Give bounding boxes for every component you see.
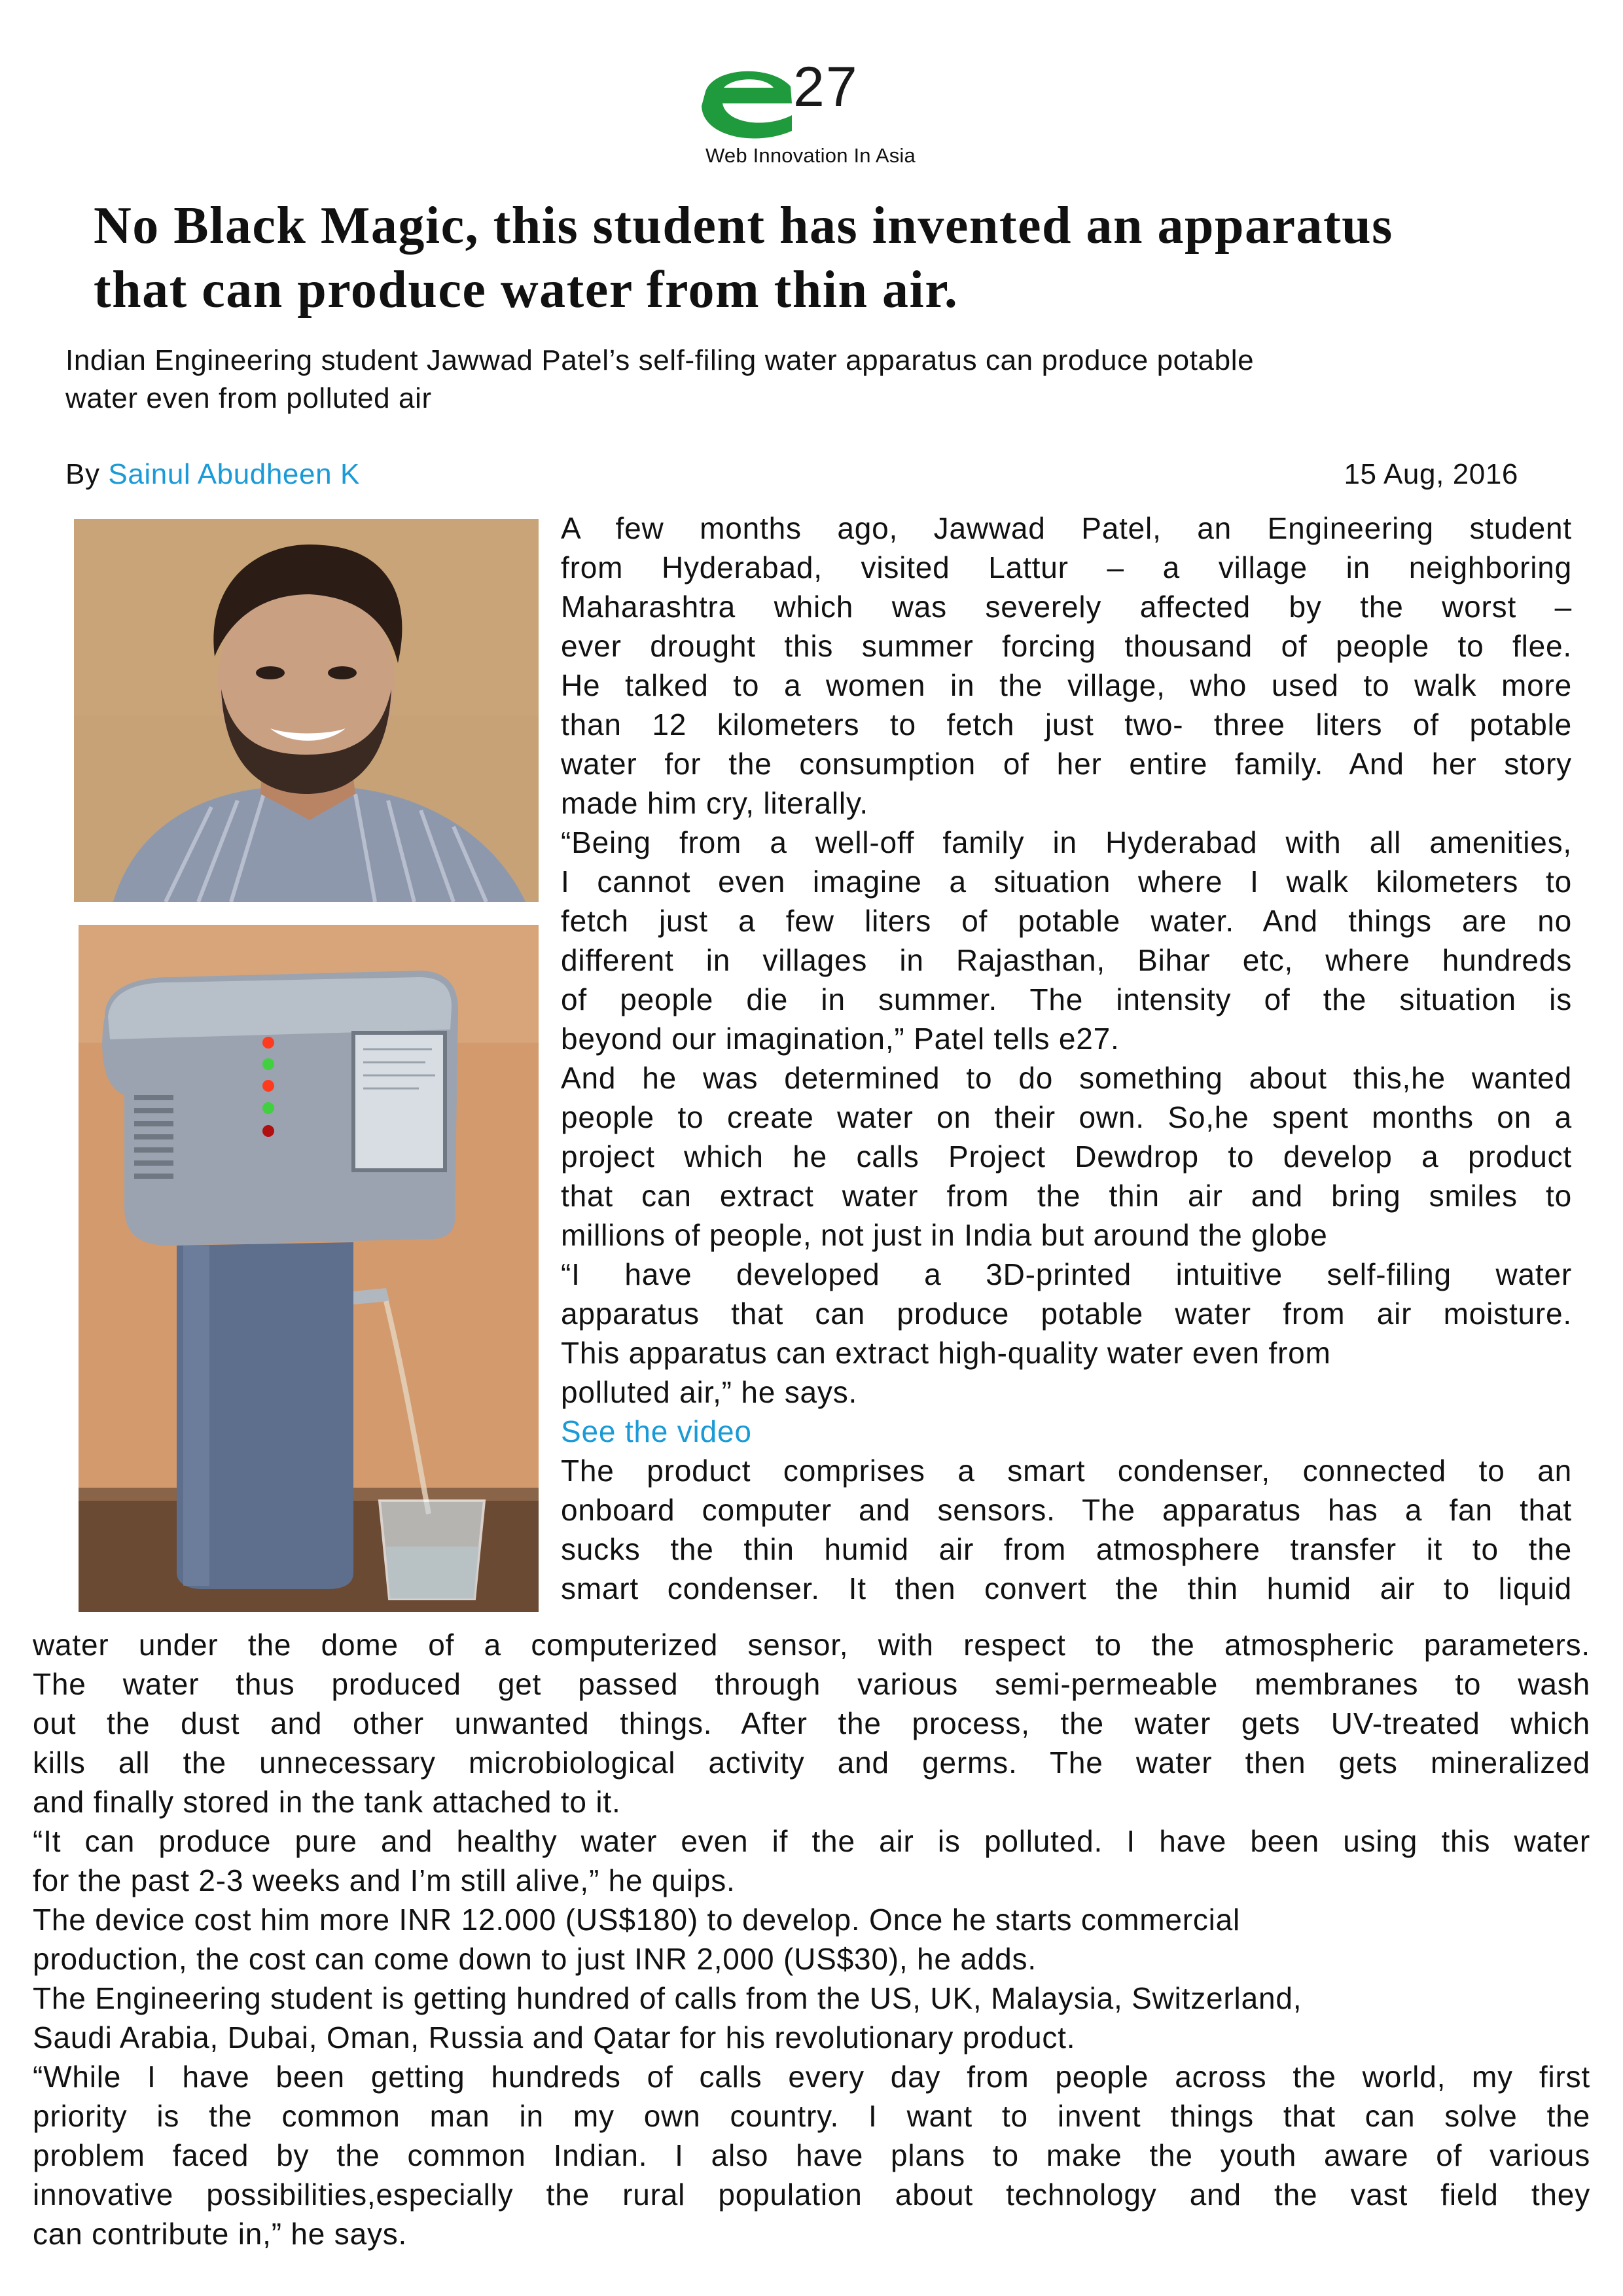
body-line: fetch just a few liters of potable water. And things are no	[561, 904, 1572, 938]
see-the-video-link[interactable]: See the video	[561, 1414, 752, 1448]
body-line: onboard computer and sensors. The apparatus has a fan that	[561, 1493, 1572, 1527]
body-line: apparatus that can produce potable water from air moisture.	[561, 1297, 1572, 1331]
body-line: “Being from a well-off family in Hyderabad with all amenities,	[561, 825, 1572, 859]
body-line: out the dust and other unwanted things. After the process, the water gets UV-treated which	[33, 1706, 1590, 1740]
headline-line: No Black Magic, this student has invented an apparatus	[94, 197, 1393, 255]
body-line: water under the dome of a computerized sensor, with respect to the atmospheric parameters.	[33, 1628, 1590, 1662]
article-subheadline	[65, 342, 1571, 418]
body-line: The product comprises a smart condenser, connected to an	[561, 1454, 1572, 1488]
body-line: of people die in summer. The intensity of the situation is	[561, 982, 1572, 1016]
body-line: The Engineering student is getting hundred of calls from the US, UK, Malaysia, Switzerland,	[33, 1981, 1302, 2015]
body-line: priority is the common man in my own country. I want to invent things that can solve the	[33, 2099, 1590, 2133]
body-line: And he was determined to do something about this,he wanted	[561, 1061, 1572, 1095]
body-line: I cannot even imagine a situation where I walk kilometers to	[561, 865, 1572, 899]
body-line: “It can produce pure and healthy water even if the air is polluted. I have been using this water	[33, 1824, 1590, 1858]
body-line: made him cry, literally.	[561, 786, 868, 820]
logo-tagline: Web Innovation In Asia	[705, 144, 916, 167]
body-line: The water thus produced get passed through various semi-permeable membranes to wash	[33, 1667, 1590, 1701]
body-line: ever drought this summer forcing thousand of people to flee.	[561, 629, 1572, 663]
body-line: water for the consumption of her entire family. And her story	[561, 747, 1572, 781]
body-line: people to create water on their own. So,he spent months on a	[561, 1100, 1572, 1134]
body-line: that can extract water from the thin air and bring smiles to	[561, 1179, 1572, 1213]
body-line: from Hyderabad, visited Lattur – a village in neighboring	[561, 550, 1572, 584]
body-line: sucks the thin humid air from atmosphere transfer it to the	[561, 1532, 1572, 1566]
body-line: for the past 2-3 weeks and I’m still alive,” he quips.	[33, 1863, 736, 1897]
body-line: beyond our imagination,” Patel tells e27.	[561, 1022, 1120, 1056]
subhead-line: water even from polluted air	[65, 382, 432, 414]
body-line: than 12 kilometers to fetch just two- three liters of potable	[561, 708, 1572, 742]
headline-line: that can produce water from thin air.	[94, 261, 959, 319]
photo-of-water-apparatus	[79, 925, 539, 1612]
body-line: and finally stored in the tank attached to it.	[33, 1785, 621, 1819]
body-line: innovative possibilities,especially the rural population about technology and the vast field they	[33, 2178, 1590, 2212]
body-line: The device cost him more INR 12.000 (US$180) to develop. Once he starts commercial	[33, 1903, 1241, 1937]
photo-of-jawwad-patel	[74, 519, 539, 902]
body-line: different in villages in Rajasthan, Bihar etc, where hundreds	[561, 943, 1572, 977]
body-line: Maharashtra which was severely affected by the worst –	[561, 590, 1572, 624]
byline	[65, 457, 1518, 492]
body-line: production, the cost can come down to just INR 2,000 (US$30), he adds.	[33, 1942, 1037, 1976]
logo-27-text: 27	[793, 60, 859, 118]
body-line: This apparatus can extract high-quality water even from	[561, 1336, 1331, 1370]
body-line: polluted air,” he says.	[561, 1375, 858, 1409]
body-line: millions of people, not just in India but around the globe	[561, 1218, 1328, 1252]
e27-logo-mark	[694, 60, 955, 145]
article-body-full	[33, 1625, 1590, 2253]
body-line: project which he calls Project Dewdrop to develop a product	[561, 1139, 1572, 1174]
subhead-line: Indian Engineering student Jawwad Patel’s self-filing water apparatus can produce potable	[65, 344, 1255, 376]
article-headline	[94, 194, 1553, 322]
author-link[interactable]: Sainul Abudheen K	[108, 458, 360, 490]
body-line: kills all the unnecessary microbiological activity and germs. The water then gets mineralized	[33, 1746, 1590, 1780]
e27-logo	[694, 60, 955, 171]
body-line: “I have developed a 3D-printed intuitive self-filing water	[561, 1257, 1572, 1291]
body-line: can contribute in,” he says.	[33, 2217, 408, 2251]
body-line: smart condenser. It then convert the thin humid air to liquid	[561, 1571, 1572, 1605]
body-line: Saudi Arabia, Dubai, Oman, Russia and Qatar for his revolutionary product.	[33, 2020, 1076, 2054]
body-line: A few months ago, Jawwad Patel, an Engineering student	[561, 511, 1572, 545]
body-line: He talked to a women in the village, who used to walk more	[561, 668, 1572, 702]
publish-date: 15 Aug, 2016	[1344, 458, 1518, 490]
byline-prefix: By	[65, 458, 100, 490]
article-body-column	[561, 509, 1572, 1608]
body-line: problem faced by the common Indian. I also have plans to make the youth aware of various	[33, 2138, 1590, 2172]
body-line: “While I have been getting hundreds of calls every day from people across the world, my first	[33, 2060, 1590, 2094]
